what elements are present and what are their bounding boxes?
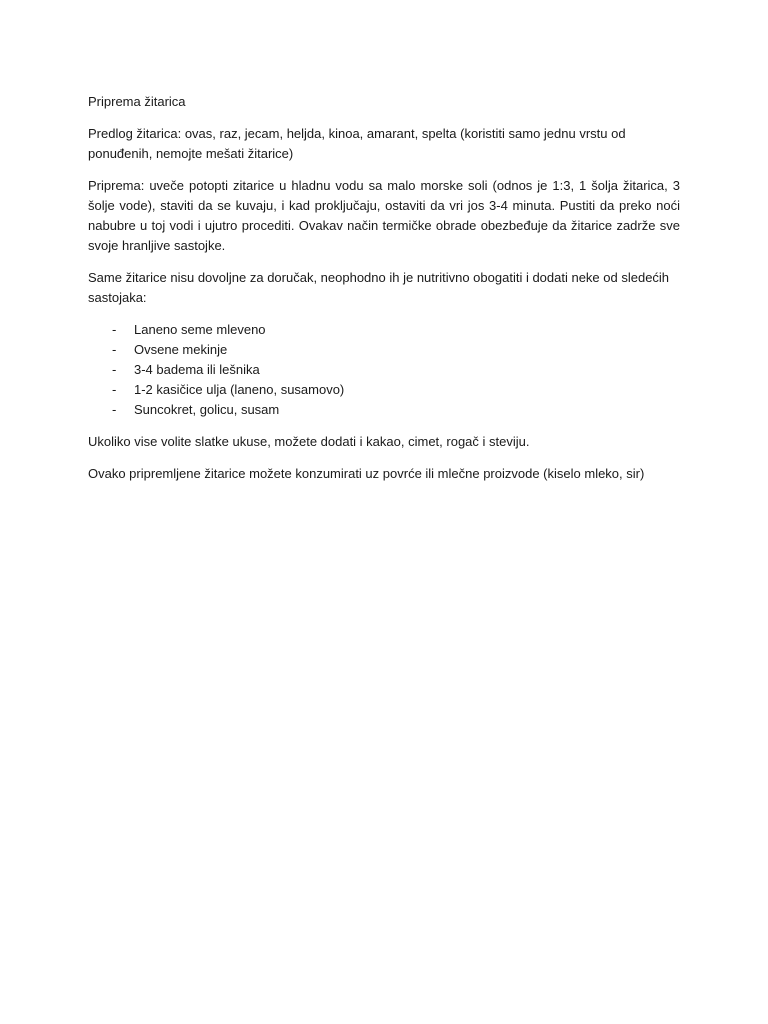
document-title: Priprema žitarica: [88, 94, 186, 109]
list-item-text: 3-4 badema ili lešnika: [134, 362, 260, 377]
list-item: [88, 400, 680, 420]
list-bullet: -: [112, 382, 117, 397]
list-item-text: Ovsene mekinje: [134, 342, 228, 357]
list-item: [88, 360, 680, 380]
paragraph-ingredients-intro: Same žitarice nisu dovoljne za doručak, neophodno ih je nutritivno obogatiti i dodati neke od sledećih sastojaka:: [88, 270, 670, 305]
paragraph-serving: Ovako pripremljene žitarice možete konzumirati uz povrće ili mlečne proizvode (kiselo mleko, sir): [88, 466, 645, 481]
list-bullet: -: [112, 362, 117, 377]
list-item-text: Laneno seme mleveno: [134, 322, 266, 337]
list-item: [88, 340, 680, 360]
document-body: [88, 92, 680, 496]
list-item: [88, 320, 680, 340]
list-bullet: -: [112, 322, 117, 337]
list-item-text: Suncokret, golicu, susam: [134, 402, 280, 417]
paragraph-preparation: Priprema: uveče potopti zitarice u hladnu vodu sa malo morske soli (odnos je 1:3, 1 šolja žitarica, 3 šolje vode), staviti da se kuvaju, i kad proključaju, ostaviti da vri jos 3-4 minuta. Pustiti da preko noći nabubre u toj vodi i ujutro procediti. Ovakav način termičke obrade obezbeđuje da žitarice zadrže sve svoje hranljive sastojke.: [88, 178, 680, 253]
list-bullet: -: [112, 402, 117, 417]
paragraph-grain-suggestion: Predlog žitarica: ovas, raz, jecam, heljda, kinoa, amarant, spelta (koristiti samo jednu vrstu od ponuđenih, nemojte mešati žitarice): [88, 126, 626, 161]
list-item-text: 1-2 kasičice ulja (laneno, susamovo): [134, 382, 345, 397]
ingredients-list: [88, 320, 680, 420]
list-item: [88, 380, 680, 400]
paragraph-sweet-options: Ukoliko vise volite slatke ukuse, možete dodati i kakao, cimet, rogač i steviju.: [88, 434, 530, 449]
list-bullet: -: [112, 342, 117, 357]
